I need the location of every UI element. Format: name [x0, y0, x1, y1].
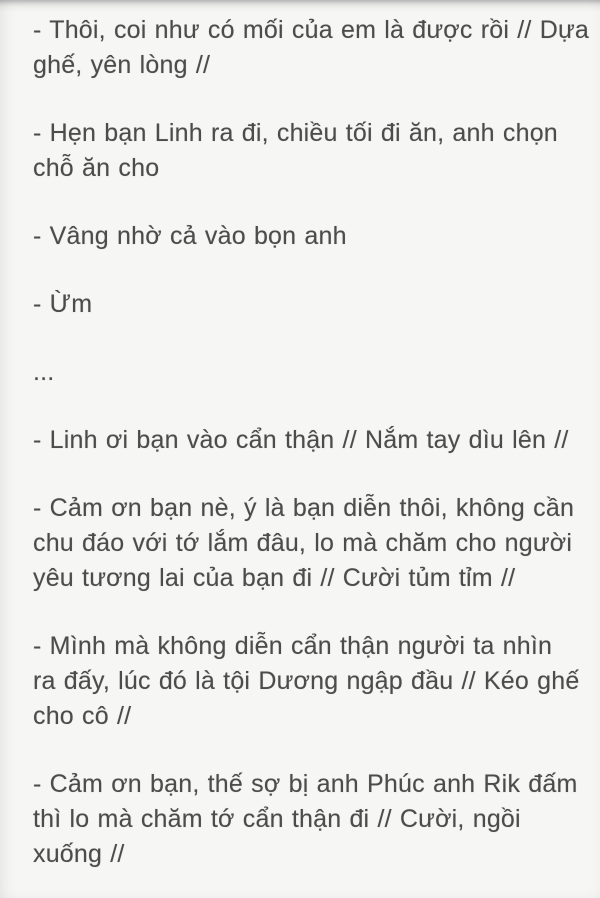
ellipsis-paragraph: [33, 355, 572, 390]
paragraph: [33, 13, 589, 83]
text-line: cho cô //: [33, 702, 132, 730]
text-line: ghế, yên lòng //: [33, 51, 211, 79]
text-line: thì lo mà chăm tớ cẩn thận đi // Cười, ngồi: [33, 805, 521, 833]
paragraph: [33, 767, 578, 872]
text-line: ra đấy, lúc đó là tội Dương ngập đầu // Kéo ghế: [33, 667, 580, 695]
ellipsis-line: ...: [33, 358, 55, 386]
paragraph: [33, 219, 572, 254]
text-line: chỗ ăn cho: [33, 154, 160, 182]
text-line: yêu tương lai của bạn đi // Cười tủm tỉm //: [33, 564, 516, 592]
text-line: - Thôi, coi như có mối của em là được rồi // Dựa: [33, 16, 589, 44]
text-line: - Mình mà không diễn cẩn thận người ta nhìn: [33, 632, 553, 660]
text-line: - Cảm ơn bạn, thế sợ bị anh Phúc anh Rik đấm: [33, 770, 578, 798]
text-line: - Vâng nhờ cả vào bọn anh: [33, 222, 347, 250]
text-line: - Linh ơi bạn vào cẩn thận // Nắm tay dìu lên //: [33, 426, 569, 454]
paragraph: [33, 491, 575, 596]
paragraph: [33, 423, 572, 458]
paragraph: [33, 629, 580, 734]
paragraph: [33, 287, 572, 322]
text-line: - Cảm ơn bạn nè, ý là bạn diễn thôi, không cần: [33, 494, 575, 522]
text-line: xuống //: [33, 840, 125, 868]
text-line: - Hẹn bạn Linh ra đi, chiều tối đi ăn, anh chọn: [33, 119, 558, 147]
paragraph: [33, 116, 572, 186]
text-line: - Ừm: [33, 290, 93, 318]
text-line: chu đáo với tớ lắm đâu, lo mà chăm cho người: [33, 529, 573, 557]
